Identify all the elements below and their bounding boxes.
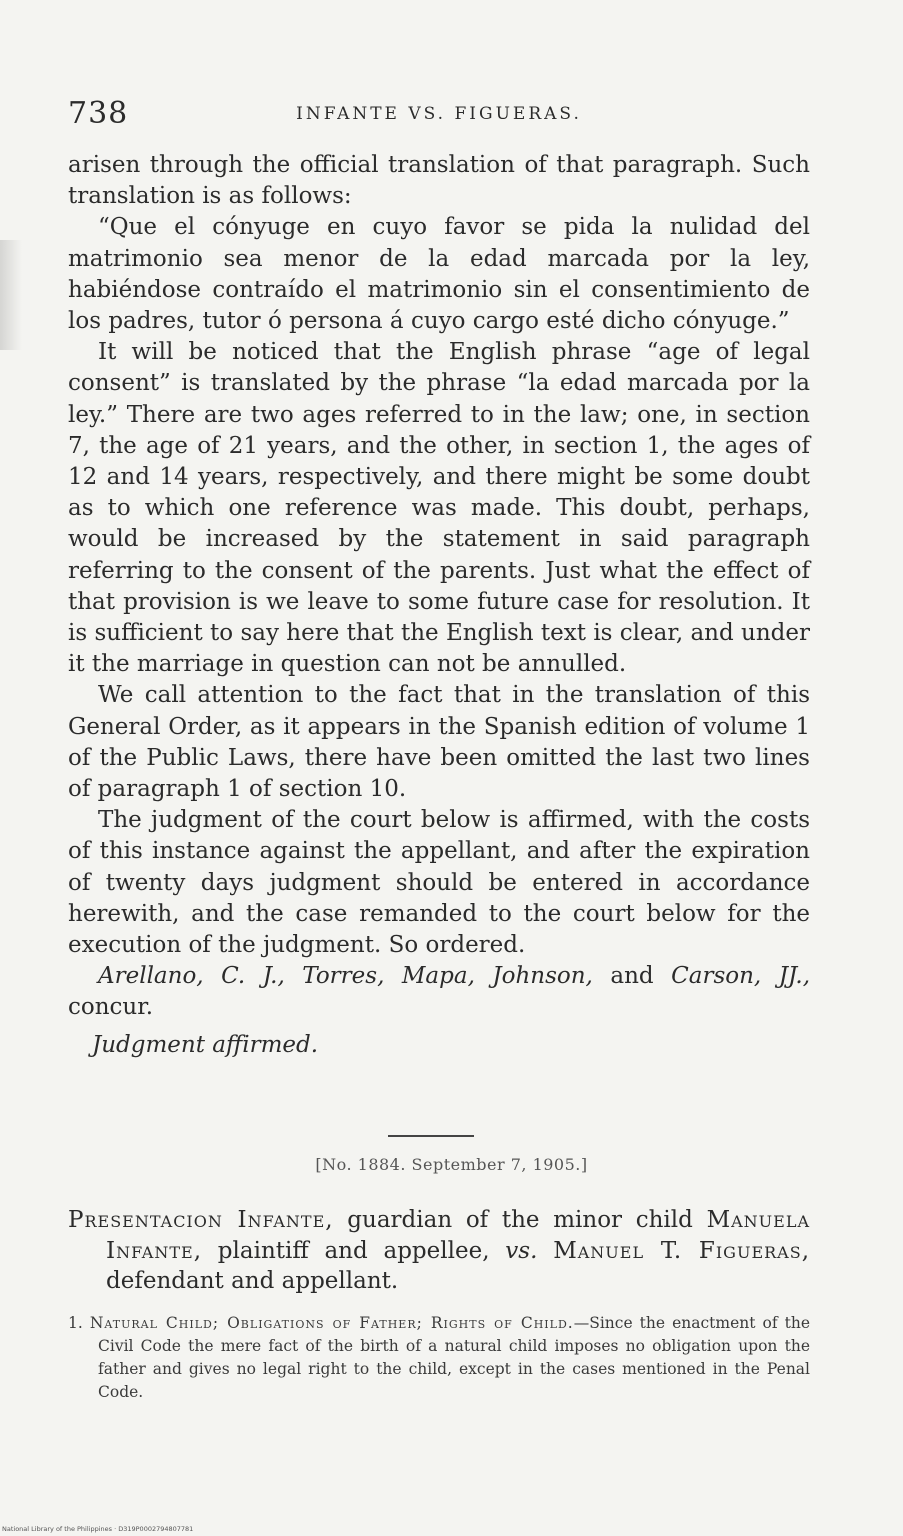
child-name: Manuela Infante,: [106, 1207, 811, 1264]
concurring-last-justice: Carson, JJ.,: [671, 963, 811, 990]
page-number: 738: [68, 96, 129, 131]
concurrence-verb: concur.: [68, 994, 154, 1021]
page-header: [68, 96, 810, 136]
defendant-name: Manuel T. Figueras,: [553, 1237, 811, 1264]
case-title-text-3: defendant and appellant.: [106, 1268, 399, 1294]
paragraph-general-order: We call attention to the fact that in the translation of this General Order, as it appears in the Spanish edition of volume 1 of the Public Laws, there have been omitted the last two lines of paragraph 1 of section 10.: [68, 682, 810, 803]
binding-edge-shadow: [0, 240, 22, 350]
scan-footer: National Library of the Philippines · D319P0002794807781: [2, 1525, 194, 1533]
syllabus-number: 1.: [68, 1314, 83, 1332]
case-number-date: [No. 1884. September 7, 1905.]: [315, 1155, 588, 1174]
opinion-body: [68, 150, 810, 1061]
case-title: [68, 1205, 810, 1297]
case-title-text-2: plaintiff and appellee,: [217, 1237, 490, 1264]
concurring-justices: Arellano, C. J., Torres, Mapa, Johnson,: [98, 963, 593, 990]
concurrence-and: and: [610, 963, 654, 990]
paragraph-translation-note: It will be noticed that the English phrase “age of legal consent” is translated by the phrase “la edad marcada por la ley.” There are two ages referred to in the law; one, in section 7, the age of 21 years, and the other, in section 1, the ages of 12 and 14 years, respectively, and there might be some doubt as to which one reference was made. This doubt, perhaps, would be increased by the statement in said paragraph referring to the consent of the parents. Just what the effect of that provision is we leave to some future case for resolution. It is sufficient to say here that the English text is clear, and under it the marriage in question can not be annulled.: [68, 339, 810, 678]
plaintiff-name: Presentacion Infante,: [68, 1207, 334, 1233]
paragraph-spanish-quote: “Que el cónyuge en cuyo favor se pida la nulidad del matrimonio sea menor de la edad marcada por la ley, habiéndose contraído el matrimonio sin el consentimiento de los padres, tutor ó persona á cuyo cargo esté dicho cónyuge.”: [68, 214, 810, 335]
syllabus-text: —Since the enactment of the Civil Code the mere fact of the birth of a natural child imposes no obligation upon the father and gives no legal right to the child, except in the cases mentioned in the Penal Code.: [98, 1314, 810, 1401]
paragraph-continued: arisen through the official translation of that paragraph. Such translation is as follows:: [68, 152, 810, 210]
syllabus-heading: Natural Child; Obligations of Father; Rights of Child.: [89, 1314, 574, 1332]
judgment-line: Judgment affirmed.: [92, 1031, 319, 1058]
syllabus-item: [68, 1312, 810, 1404]
section-divider: [388, 1135, 474, 1137]
paragraph-disposition: The judgment of the court below is affirmed, with the costs of this instance against the appellant, and after the expiration of twenty days judgment should be entered in accordance herewith, and the case remanded to the court below for the execution of the judgment. So ordered.: [68, 807, 810, 959]
running-title: INFANTE VS. FIGUERAS.: [296, 104, 582, 124]
syllabus: [68, 1312, 810, 1404]
case-title-text-1: guardian of the minor child: [347, 1207, 693, 1233]
versus: vs.: [505, 1237, 538, 1264]
case-title-paragraph: [68, 1205, 810, 1297]
concurrence-line: [68, 961, 810, 1023]
